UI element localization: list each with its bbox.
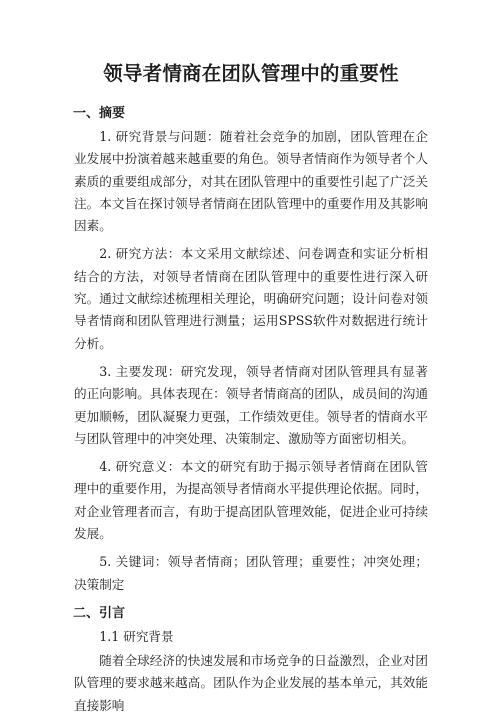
section-heading-introduction: 二、引言 xyxy=(73,605,126,621)
section-heading-abstract: 一、摘要 xyxy=(73,106,126,121)
subsection-heading-background: 1.1 研究背景 xyxy=(99,628,174,644)
document-title: 领导者情商在团队管理中的重要性 xyxy=(103,62,399,85)
abstract-paragraph-findings: 3. 主要发现：研究发现，领导者情商对团队管理具有显著的正向影响。具体表现在：领导者情商高的团队，成员间的沟通更加顺畅，团队凝聚力更强，工作绩效更佳。领导者的情商水平与团队管理中的冲突处理、决策制定、激励等方面密切相关。 xyxy=(74,363,428,446)
abstract-paragraph-keywords: 5. 关键词：领导者情商；团队管理；重要性；冲突处理；决策制定 xyxy=(74,554,428,592)
abstract-paragraph-background: 1. 研究背景与问题：随着社会竞争的加剧，团队管理在企业发展中扮演着越来越重要的角色。领导者情商作为领导者个人素质的重要组成部分，对其在团队管理中的重要性引起了广泛关注。本文旨在探讨领导者情商在团队管理中的重要作用及其影响因素。 xyxy=(74,129,428,234)
introduction-paragraph: 随着全球经济的快速发展和市场竞争的日益激烈，企业对团队管理的要求越来越高。团队作为企业发展的基本单元，其效能直接影响 xyxy=(74,652,428,713)
abstract-paragraph-method: 2. 研究方法：本文采用文献综述、问卷调查和实证分析相结合的方法，对领导者情商在团队管理中的重要性进行深入研究。通过文献综述梳理相关理论，明确研究问题；设计问卷对领导者情商和团队管理进行测量；运用SPSS软件对数据进行统计分析。 xyxy=(74,246,428,351)
abstract-paragraph-significance: 4. 研究意义：本文的研究有助于揭示领导者情商在团队管理中的重要作用，为提高领导者情商水平提供理论依据。同时，对企业管理者而言，有助于提高团队管理效能，促进企业可持续发展。 xyxy=(74,459,428,542)
